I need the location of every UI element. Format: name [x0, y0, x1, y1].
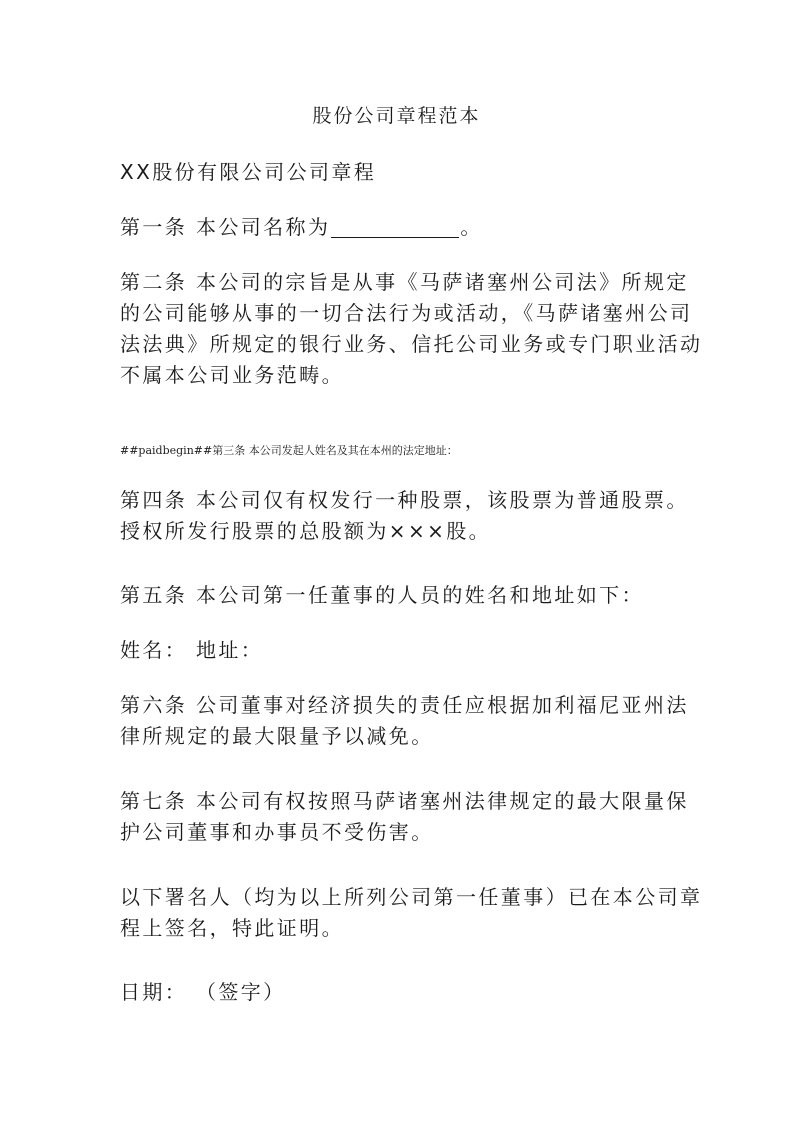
article-4-line: 第四条 本公司仅有权发行一种股票，该股票为普通股票。: [120, 488, 689, 512]
article-2-line: 第二条 本公司的宗旨是从事《马萨诸塞州公司法》所规定: [120, 270, 689, 294]
article-7-line: 第七条 本公司有权按照马萨诸塞州法律规定的最大限量保: [120, 789, 689, 813]
charter-subtitle: [120, 157, 680, 188]
article-7: [120, 786, 689, 848]
article-6-line: 第六条 公司董事对经济损失的责任应根据加利福尼亚州法: [120, 693, 689, 717]
article-4-line: 授权所发行股票的总股额为×××股。: [120, 519, 492, 543]
article-4: [120, 485, 689, 547]
article-1-end: 。: [460, 215, 483, 239]
article-6: [120, 690, 689, 752]
article-2-line: 法法典》所规定的银行业务、信托公司业务或专门职业活动: [120, 332, 703, 356]
article-1-text: 第一条 本公司名称为: [120, 215, 331, 239]
certification-line: 以下署名人（均为以上所列公司第一任董事）已在本公司章: [120, 885, 703, 909]
date-signature-text: 日期： （签字）: [120, 980, 286, 1004]
article-7-line: 护公司董事和办事员不受伤害。: [120, 820, 434, 844]
certification: [120, 882, 703, 944]
article-1-line: [120, 212, 680, 243]
document-title: 股份公司章程范本: [312, 105, 481, 127]
article-2-line: 不属本公司业务范畴。: [120, 363, 344, 387]
name-address-text: 姓名： 地址：: [120, 638, 264, 662]
name-address-row: [120, 635, 680, 666]
article-5: [120, 580, 680, 611]
date-signature-row: [120, 977, 680, 1008]
subtitle-text: XX股份有限公司公司章程: [120, 160, 377, 184]
article-3-marker: ##paidbegin##第三条 本公司发起人姓名及其在本州的法定地址：: [120, 444, 458, 457]
certification-line: 程上签名，特此证明。: [120, 916, 344, 940]
article-2: [120, 267, 703, 391]
company-name-blank: [331, 217, 459, 238]
article-1: [120, 212, 680, 243]
article-6-line: 律所规定的最大限量予以减免。: [120, 724, 434, 748]
article-2-line: 的公司能够从事的一切合法行为或活动，《马萨诸塞州公司: [120, 301, 693, 325]
article-5-line: 第五条 本公司第一任董事的人员的姓名和地址如下：: [120, 583, 644, 607]
